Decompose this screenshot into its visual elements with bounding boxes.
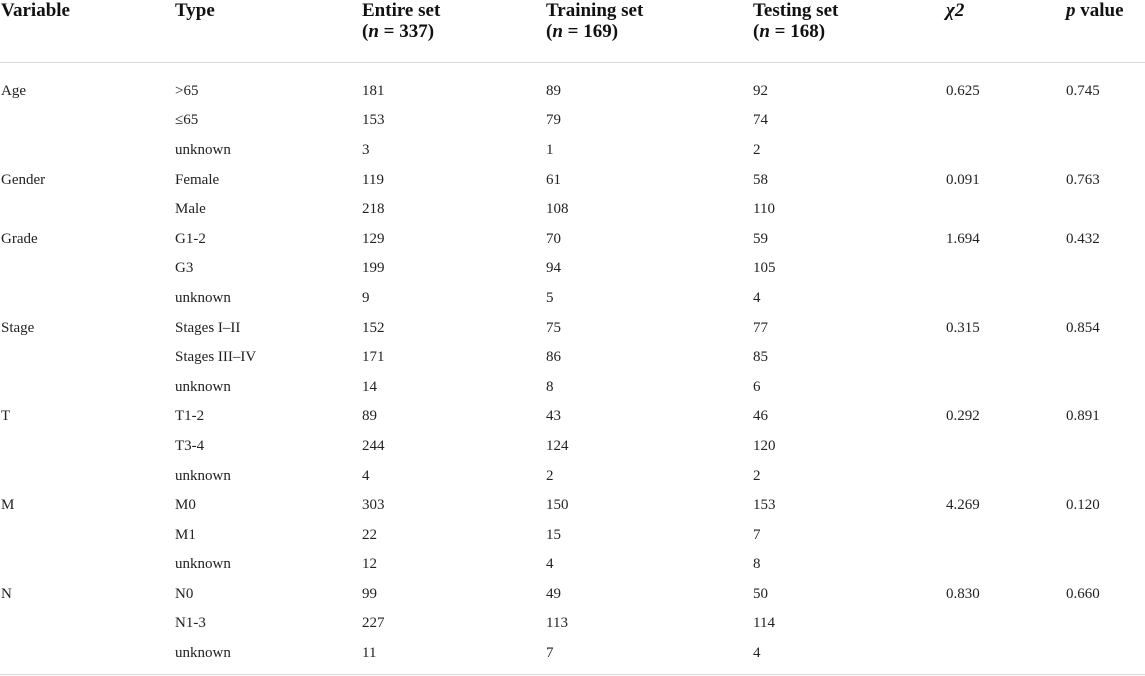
table-row	[0, 372, 1145, 402]
table-row	[0, 106, 1145, 136]
cell-type: >65	[175, 82, 199, 99]
cell-chi-square	[946, 372, 1066, 402]
cell-chi-square	[946, 432, 1066, 462]
cell-entire-set: 181	[362, 82, 385, 99]
cell-type: T3-4	[175, 437, 205, 454]
table-row	[0, 224, 1145, 254]
table-row	[0, 461, 1145, 491]
cell-p-value: 0.745	[1066, 82, 1100, 99]
table-row	[0, 313, 1145, 343]
header-p-label: value	[1075, 0, 1124, 21]
cell-chi-square: 0.292	[946, 408, 980, 425]
cell-entire-set: 99	[362, 585, 377, 602]
table-row	[0, 432, 1145, 462]
cell-testing-set: 110	[753, 201, 775, 218]
cell-type: M1	[175, 526, 196, 543]
cell-training-set: 124	[546, 437, 569, 454]
cell-p-value	[1066, 432, 1145, 462]
cell-p-value	[1066, 343, 1145, 373]
cell-chi-square	[946, 550, 1066, 580]
cell-testing-set: 85	[753, 349, 768, 366]
cell-testing-set: 7	[753, 526, 761, 543]
cell-testing-set: 6	[753, 378, 761, 395]
cell-training-set: 5	[546, 289, 554, 306]
cell-type: ≤65	[175, 112, 199, 129]
cell-variable	[0, 520, 175, 550]
cell-training-set: 4	[546, 556, 554, 573]
cell-type: Female	[175, 171, 220, 188]
cell-entire-set: 218	[362, 201, 385, 218]
cell-testing-set: 77	[753, 319, 768, 336]
cell-type: unknown	[175, 289, 231, 306]
cell-chi-square	[946, 639, 1066, 669]
cell-testing-set: 92	[753, 82, 768, 99]
cell-testing-set: 2	[753, 141, 761, 158]
header-testing-n-symbol: n	[759, 21, 770, 42]
cell-training-set: 89	[546, 82, 561, 99]
cell-p-value	[1066, 106, 1145, 136]
cell-training-set: 15	[546, 526, 561, 543]
cell-training-set: 61	[546, 171, 561, 188]
cell-variable	[0, 343, 175, 373]
cell-type: N1-3	[175, 615, 206, 632]
header-type-label: Type	[175, 0, 215, 21]
header-testing-title: Testing set	[753, 0, 839, 21]
cell-testing-set: 50	[753, 585, 768, 602]
header-testing-n: (n = 168)	[753, 21, 826, 42]
cell-type: Stages III–IV	[175, 349, 257, 366]
cell-variable	[0, 106, 175, 136]
cell-type: unknown	[175, 467, 231, 484]
cell-entire-set: 3	[362, 141, 370, 158]
cell-training-set: 113	[546, 615, 568, 632]
cell-entire-set: 9	[362, 289, 370, 306]
cell-variable: M	[1, 497, 15, 514]
cell-p-value	[1066, 609, 1145, 639]
cell-testing-set: 4	[753, 289, 761, 306]
table-row	[0, 62, 1145, 106]
cell-testing-set: 120	[753, 437, 776, 454]
cell-training-set: 75	[546, 319, 561, 336]
table-body	[0, 62, 1145, 668]
table-row	[0, 195, 1145, 225]
cell-entire-set: 4	[362, 467, 370, 484]
table-row	[0, 491, 1145, 521]
cell-chi-square	[946, 195, 1066, 225]
header-entire-n-value: = 337)	[378, 21, 435, 42]
cell-entire-set: 89	[362, 408, 377, 425]
cell-p-value	[1066, 254, 1145, 284]
header-testing-set	[753, 0, 946, 62]
table-row	[0, 639, 1145, 669]
cell-training-set: 108	[546, 201, 569, 218]
header-training-n: (n = 169)	[546, 21, 619, 42]
cell-training-set: 86	[546, 349, 561, 366]
cell-training-set: 79	[546, 112, 561, 129]
cell-p-value: 0.120	[1066, 497, 1100, 514]
cell-entire-set: 244	[362, 437, 385, 454]
cell-variable: Gender	[1, 171, 46, 188]
cell-training-set: 1	[546, 141, 554, 158]
header-entire-n: (n = 337)	[362, 21, 435, 42]
cell-type: N0	[175, 585, 194, 602]
cell-variable: Stage	[1, 319, 35, 336]
header-chi-square-label: χ2	[946, 0, 965, 21]
cell-p-value	[1066, 520, 1145, 550]
header-training-n-value: = 169)	[562, 21, 619, 42]
cell-chi-square	[946, 343, 1066, 373]
header-entire-n-symbol: n	[368, 21, 379, 42]
cell-type: unknown	[175, 378, 231, 395]
cell-p-value: 0.891	[1066, 408, 1100, 425]
cell-entire-set: 119	[362, 171, 384, 188]
cell-chi-square: 0.315	[946, 319, 980, 336]
cell-entire-set: 129	[362, 230, 385, 247]
cell-variable	[0, 136, 175, 166]
cell-training-set: 150	[546, 497, 569, 514]
cell-p-value: 0.763	[1066, 171, 1100, 188]
cell-entire-set: 11	[362, 645, 377, 662]
cell-chi-square	[946, 136, 1066, 166]
cell-chi-square: 4.269	[946, 497, 980, 514]
header-variable	[0, 0, 175, 62]
header-training-set	[546, 0, 753, 62]
cell-entire-set: 152	[362, 319, 385, 336]
cell-type: G3	[175, 260, 194, 277]
table-row	[0, 550, 1145, 580]
cell-chi-square	[946, 284, 1066, 314]
cell-variable	[0, 254, 175, 284]
cell-type: unknown	[175, 141, 231, 158]
cell-variable	[0, 195, 175, 225]
cell-entire-set: 12	[362, 556, 377, 573]
cell-testing-set: 2	[753, 467, 761, 484]
header-entire-set	[362, 0, 546, 62]
cell-variable: Age	[1, 82, 26, 99]
cell-chi-square: 1.694	[946, 230, 980, 247]
cell-entire-set: 14	[362, 378, 377, 395]
table-bottom-rule	[0, 674, 1145, 675]
cell-variable: Grade	[1, 230, 38, 247]
cell-testing-set: 46	[753, 408, 768, 425]
cell-chi-square	[946, 461, 1066, 491]
cell-variable	[0, 639, 175, 669]
cell-p-value	[1066, 639, 1145, 669]
table-row	[0, 136, 1145, 166]
cell-testing-set: 58	[753, 171, 768, 188]
cell-variable	[0, 461, 175, 491]
cell-p-value: 0.660	[1066, 585, 1100, 602]
table-header	[0, 0, 1145, 62]
cell-testing-set: 59	[753, 230, 768, 247]
cell-chi-square: 0.830	[946, 585, 980, 602]
cell-variable	[0, 609, 175, 639]
cell-p-value: 0.432	[1066, 230, 1100, 247]
table-row	[0, 580, 1145, 610]
cell-testing-set: 114	[753, 615, 775, 632]
cell-p-value	[1066, 284, 1145, 314]
cell-training-set: 8	[546, 378, 554, 395]
cell-training-set: 49	[546, 585, 561, 602]
cell-p-value	[1066, 372, 1145, 402]
cell-p-value	[1066, 461, 1145, 491]
cell-training-set: 7	[546, 645, 554, 662]
cell-chi-square	[946, 254, 1066, 284]
cell-type: G1-2	[175, 230, 206, 247]
cell-variable: N	[1, 585, 12, 602]
header-entire-title: Entire set	[362, 0, 441, 21]
cell-p-value	[1066, 195, 1145, 225]
cell-p-value: 0.854	[1066, 319, 1100, 336]
cell-testing-set: 74	[753, 112, 768, 129]
table-row	[0, 343, 1145, 373]
cell-variable	[0, 284, 175, 314]
cell-variable: T	[1, 408, 11, 425]
cell-variable	[0, 550, 175, 580]
cell-entire-set: 303	[362, 497, 385, 514]
cell-entire-set: 227	[362, 615, 385, 632]
cell-testing-set: 105	[753, 260, 776, 277]
cell-variable	[0, 372, 175, 402]
table-row	[0, 609, 1145, 639]
cell-entire-set: 171	[362, 349, 385, 366]
cell-type: Stages I–II	[175, 319, 241, 336]
cell-p-value	[1066, 136, 1145, 166]
table-row	[0, 520, 1145, 550]
header-p-symbol: p	[1066, 0, 1076, 21]
header-p-value	[1066, 0, 1145, 62]
header-type	[175, 0, 362, 62]
cell-training-set: 70	[546, 230, 561, 247]
table-row	[0, 254, 1145, 284]
cell-type: Male	[175, 201, 206, 218]
cell-testing-set: 153	[753, 497, 776, 514]
cell-type: unknown	[175, 645, 231, 662]
header-chi-square	[946, 0, 1066, 62]
cell-testing-set: 8	[753, 556, 761, 573]
cell-chi-square	[946, 609, 1066, 639]
header-testing-n-value: = 168)	[769, 21, 826, 42]
cell-training-set: 2	[546, 467, 554, 484]
header-variable-label: Variable	[1, 0, 70, 21]
table-row	[0, 284, 1145, 314]
table-row	[0, 165, 1145, 195]
header-training-n-symbol: n	[552, 21, 563, 42]
cell-entire-set: 153	[362, 112, 385, 129]
table-row	[0, 402, 1145, 432]
cell-p-value	[1066, 550, 1145, 580]
cell-training-set: 94	[546, 260, 561, 277]
cell-type: unknown	[175, 556, 231, 573]
header-training-title: Training set	[546, 0, 644, 21]
cell-variable	[0, 432, 175, 462]
cell-chi-square	[946, 520, 1066, 550]
cell-chi-square: 0.091	[946, 171, 980, 188]
cell-entire-set: 199	[362, 260, 385, 277]
cell-chi-square: 0.625	[946, 82, 980, 99]
cell-entire-set: 22	[362, 526, 377, 543]
header-row	[0, 0, 1145, 62]
cell-training-set: 43	[546, 408, 561, 425]
cell-type: T1-2	[175, 408, 205, 425]
cell-testing-set: 4	[753, 645, 761, 662]
cell-chi-square	[946, 106, 1066, 136]
cell-type: M0	[175, 497, 196, 514]
